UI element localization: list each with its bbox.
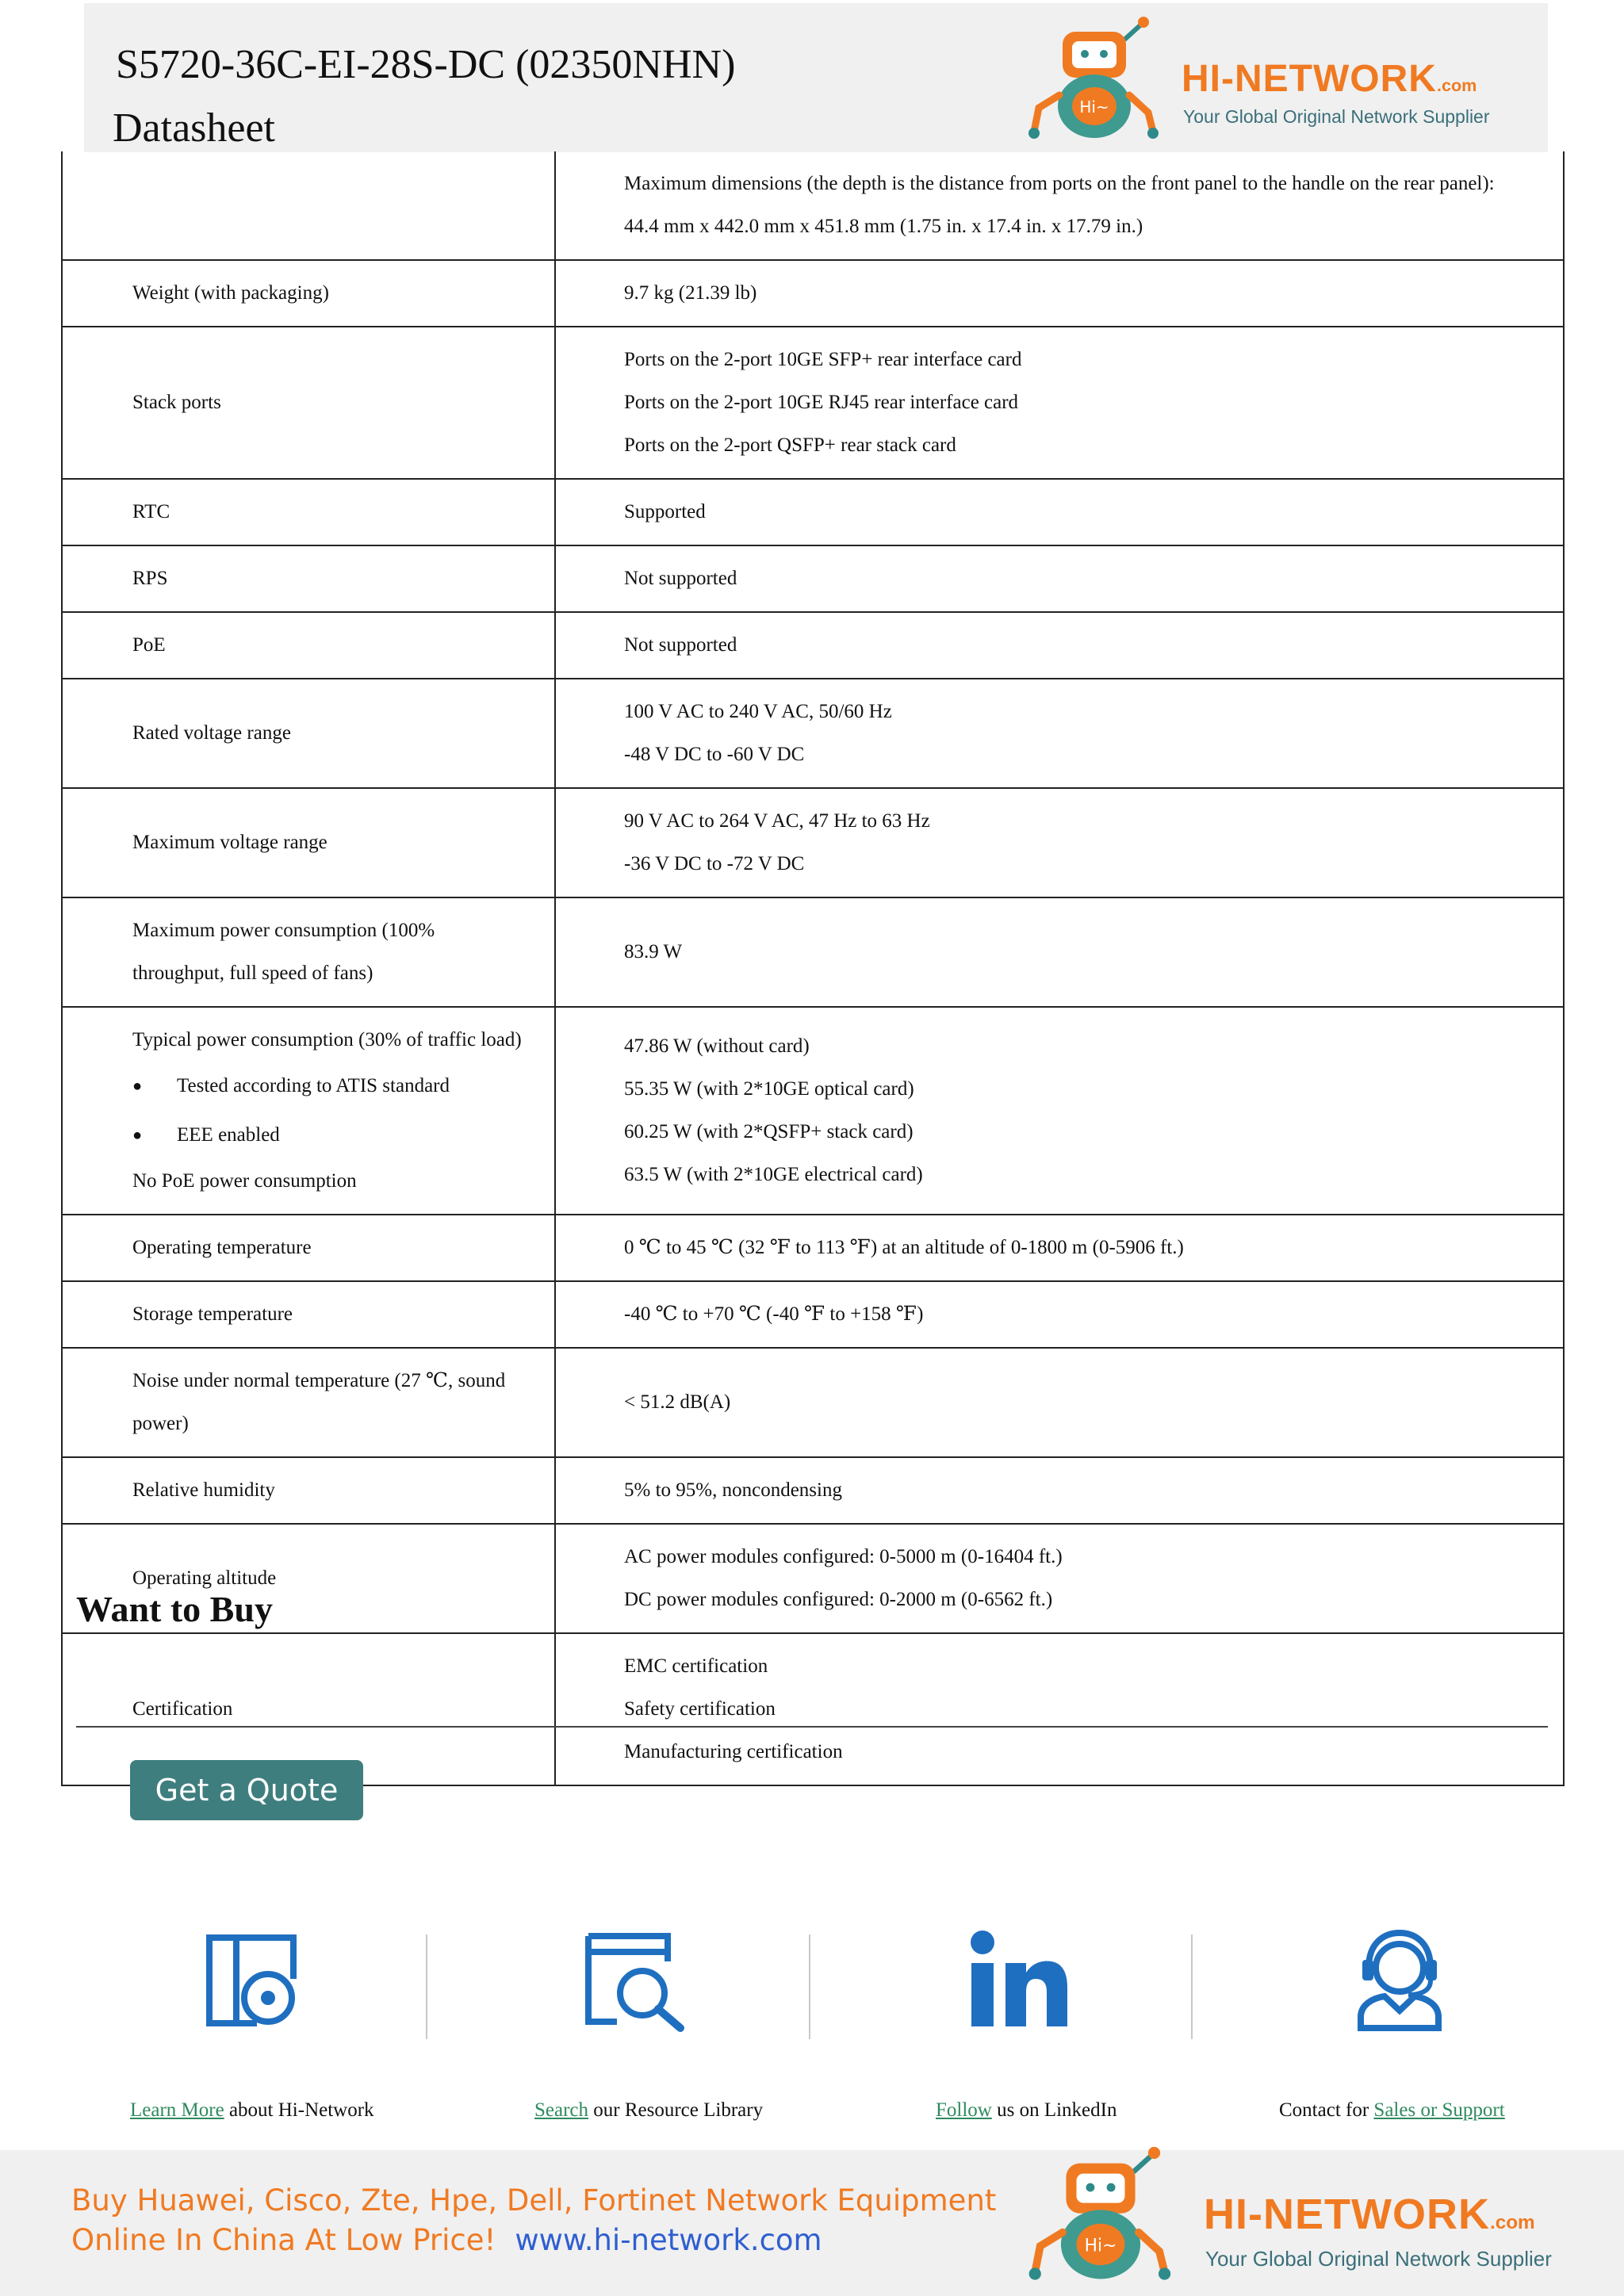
spec-label: Noise under normal temperature (27 ℃, sound power) — [62, 1348, 555, 1457]
hi-network-logo[interactable] — [1023, 13, 1515, 147]
spec-label: Weight (with packaging) — [62, 260, 555, 327]
table-row — [62, 1007, 1564, 1215]
spec-value: 5% to 95%, noncondensing — [555, 1457, 1564, 1524]
spec-value: Ports on the 2-port 10GE SFP+ rear interface card Ports on the 2-port 10GE RJ45 rear interface card Ports on the 2-port QSFP+ rear stack card — [555, 327, 1564, 479]
spec-label — [62, 151, 555, 260]
icon-separator — [809, 1934, 810, 2039]
spec-value-line: Maximum dimensions (the depth is the distance from ports on the front panel to the handle on the rear panel): — [624, 173, 1495, 194]
support-agent-icon[interactable] — [1356, 1928, 1443, 2033]
linkedin-icon[interactable] — [969, 1930, 1067, 2028]
spec-value: 47.86 W (without card) 55.35 W (with 2*10GE optical card) 60.25 W (with 2*QSFP+ stack card) 63.5 W (with 2*10GE electrical card) — [555, 1007, 1564, 1215]
spec-label: Stack ports — [62, 327, 555, 479]
spec-value: 0 ℃ to 45 ℃ (32 ℉ to 113 ℉) at an altitude of 0-1800 m (0-5906 ft.) — [555, 1215, 1564, 1281]
spec-value: -40 ℃ to +70 ℃ (-40 ℉ to +158 ℉) — [555, 1281, 1564, 1348]
table-row — [62, 1348, 1564, 1457]
footer-slogan-line2: Online In China At Low Price! www.hi-network.com — [71, 2223, 822, 2257]
spec-label: Rated voltage range — [62, 679, 555, 788]
want-to-buy-heading: Want to Buy — [76, 1589, 273, 1629]
spec-label: Storage temperature — [62, 1281, 555, 1348]
spec-label: Operating temperature — [62, 1215, 555, 1281]
footer-website-link[interactable]: www.hi-network.com — [515, 2223, 822, 2257]
learn-more-caption: Learn More about Hi-Network — [130, 2099, 374, 2121]
spec-label: Typical power consumption (30% of traffic load) ● Tested according to ATIS standard ● EEE enabled No PoE power consumption — [62, 1007, 555, 1215]
table-row — [62, 1281, 1564, 1348]
follow-link[interactable]: Follow — [936, 2099, 992, 2121]
logo-brand: HI-NETWORK.com — [1204, 2191, 1535, 2238]
table-row — [62, 1215, 1564, 1281]
section-divider — [76, 1726, 1548, 1728]
spec-value: Supported — [555, 479, 1564, 545]
spec-label: RPS — [62, 545, 555, 612]
follow-caption: Follow us on LinkedIn — [936, 2099, 1117, 2121]
spec-label: Relative humidity — [62, 1457, 555, 1524]
spec-value-line: 44.4 mm x 442.0 mm x 451.8 mm (1.75 in. x 17.4 in. x 17.79 in.) — [624, 216, 1143, 237]
spec-value: EMC certification Safety certification Manufacturing certification — [555, 1633, 1564, 1785]
spec-value: < 51.2 dB(A) — [555, 1348, 1564, 1457]
logo-badge: Hi~ — [1084, 2236, 1117, 2256]
sales-or-support-link[interactable]: Sales or Support — [1373, 2099, 1505, 2121]
contact-caption: Contact for Sales or Support — [1279, 2099, 1505, 2121]
search-caption: Search our Resource Library — [534, 2099, 764, 2121]
table-row — [62, 545, 1564, 612]
page-subtitle: Datasheet — [113, 105, 276, 151]
bullet-item: ● EEE enabled — [132, 1111, 538, 1160]
search-window-icon[interactable] — [582, 1930, 688, 2033]
learn-more-link[interactable]: Learn More — [130, 2099, 224, 2121]
icon-separator — [426, 1934, 427, 2039]
table-row — [62, 260, 1564, 327]
spec-value: Not supported — [555, 612, 1564, 679]
table-row — [62, 679, 1564, 788]
table-row — [62, 151, 1564, 260]
spec-label: PoE — [62, 612, 555, 679]
footer-slogan-line1: Buy Huawei, Cisco, Zte, Hpe, Dell, Fortinet Network Equipment — [71, 2183, 997, 2218]
search-link[interactable]: Search — [534, 2099, 589, 2121]
logo-badge: Hi~ — [1079, 98, 1109, 117]
spec-label: Maximum power consumption (100% throughput, full speed of fans) — [62, 897, 555, 1007]
logo-brand: HI-NETWORK.com — [1182, 58, 1477, 100]
spec-label: Certification — [62, 1633, 555, 1785]
table-row — [62, 612, 1564, 679]
page-title: S5720-36C-EI-28S-DC (02350NHN) — [116, 42, 736, 87]
icon-separator — [1191, 1934, 1193, 2039]
logo-tagline: Your Global Original Network Supplier — [1205, 2247, 1552, 2271]
table-row — [62, 897, 1564, 1007]
spec-value — [555, 151, 1564, 260]
spec-value: 100 V AC to 240 V AC, 50/60 Hz -48 V DC to -60 V DC — [555, 679, 1564, 788]
robot-mascot-icon — [1023, 13, 1166, 147]
spec-label: Maximum voltage range — [62, 788, 555, 897]
get-a-quote-button[interactable]: Get a Quote — [130, 1760, 363, 1820]
table-row — [62, 1457, 1564, 1524]
logo-tagline: Your Global Original Network Supplier — [1183, 106, 1490, 127]
table-row — [62, 1524, 1564, 1633]
spec-table — [61, 151, 1565, 1786]
spec-value: Not supported — [555, 545, 1564, 612]
spec-value: 83.9 W — [555, 897, 1564, 1007]
hi-network-logo-footer[interactable] — [1023, 2141, 1562, 2291]
spec-label: Operating altitude — [62, 1524, 555, 1633]
table-row — [62, 327, 1564, 479]
table-row — [62, 788, 1564, 897]
bullet-item: ● Tested according to ATIS standard — [132, 1062, 538, 1111]
table-row — [62, 479, 1564, 545]
spec-value: AC power modules configured: 0-5000 m (0-16404 ft.) DC power modules configured: 0-2000 m (0-6562 ft.) — [555, 1524, 1564, 1633]
spec-value: 9.7 kg (21.39 lb) — [555, 260, 1564, 327]
spec-value: 90 V AC to 264 V AC, 47 Hz to 63 Hz -36 V DC to -72 V DC — [555, 788, 1564, 897]
robot-mascot-icon — [1023, 2141, 1178, 2291]
spec-label: RTC — [62, 479, 555, 545]
document-disc-icon[interactable] — [201, 1931, 303, 2030]
